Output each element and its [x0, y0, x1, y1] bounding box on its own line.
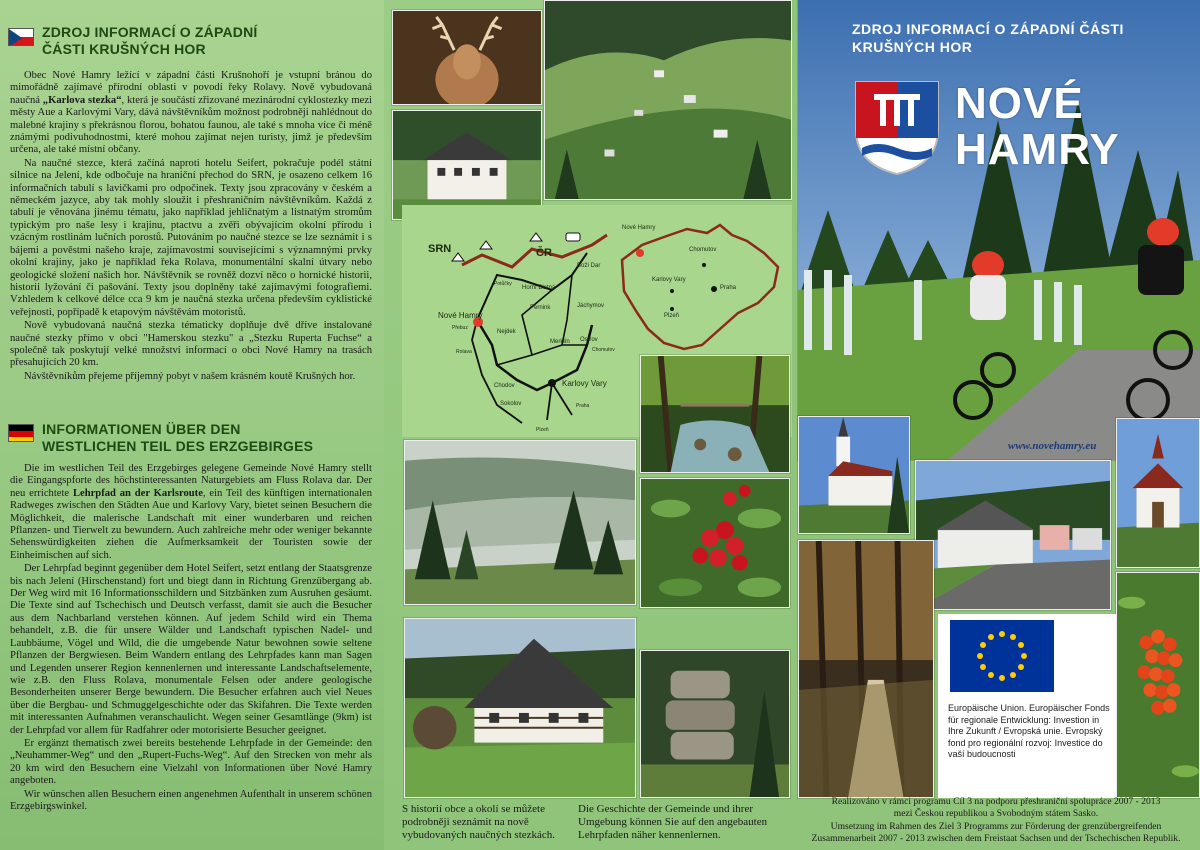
map-label-nove-hamry: Nové Hamry — [438, 311, 483, 320]
forest-stream-photo — [640, 355, 790, 473]
website-link[interactable]: www.novehamry.eu — [1008, 440, 1097, 452]
map-label-plzen: Plzeň — [536, 427, 549, 433]
cover-subtitle — [852, 20, 1152, 56]
cover-subtitle-line2: KRUŠNÝCH HOR — [852, 39, 973, 55]
rock-formation-photo — [640, 650, 790, 798]
cover-subtitle-line1: ZDROJ INFORMACÍ O ZÁPADNÍ ČÁSTI — [852, 21, 1124, 37]
caption-cz: S historií obce a okolí se můžete podrobněji seznámit na nově vybudovaných naučných stezkách. — [402, 803, 556, 841]
map-label-chodov: Chodov — [494, 383, 515, 389]
cz-paragraph-4: Návštěvníkům přejeme příjemný pobyt v našem krásném koutě Krušných hor. — [24, 370, 356, 382]
village-valley-photo — [544, 0, 792, 200]
rowan-berries-photo — [1116, 572, 1200, 798]
map-label-rotava: Rotava — [456, 349, 472, 355]
map-label-cr: ČR — [536, 247, 552, 259]
de-p1-bold: Lehrpfad an der Karlsroute — [72, 487, 203, 499]
map-label-karlovy-vary: Karlovy Vary — [562, 379, 607, 388]
de-section-heading — [42, 421, 313, 455]
map-label-nejdek: Nejdek — [497, 329, 516, 335]
chapel-photo — [1116, 418, 1200, 568]
cz-paragraph-2: Na naučné stezce, která začíná naproti hotelu Seifert, pokračuje podél státní silnice na Jelení, kde odbočuje na hraniční přechod do SRN, je osazeno celkem 16 informačních tabulí s lavičkami pro odpočinek. Texty jsou zpracovány v českém a německém jazyce, aby tak mohly sloužit i přeshraničním návštěvníkům. Každá z tabulí je věnována jinému tématu, jako například jehličnatým a listnatým stromům typickým pro naše lesy i krajinu, ptactvu a zvěři obývajícím okolní přírodu i vzácným rostlinám lučních porostů. Putováním po naučné stezce se lze seznámit i s bájemi a pověstmi našeho kraje, zajímavostmi souvisejícími s významnými prvky okolní krajiny, jako je například řeka Rolava, monumentální skalní útvary nebo geologické složení našich hor. Návštěvník se rovněž dozví něco o hornické historii, historii lyžování či pašování. Texty jsou doplněny také zajímavými fotografiemi. Vzhledem k celkové délce cca 9 km je naučná stezka určena především cyklistické veřejnosti, popřípadě k etapovým návštěvám motoristů. — [10, 157, 372, 318]
de-body-text — [10, 463, 372, 814]
de-paragraph-3: Er ergänzt thematisch zwei bereits bestehende Lehrpfade in der Gemeinde: den „Neuhammer-Weg“ und den „Rupert-Fuchs-Weg“. Auf den Strecken von mehr als 20 km wird den Besuchern eine Vielzahl von Informationen über Nové Hamry angeboten. — [10, 737, 372, 787]
church-photo — [798, 416, 910, 534]
cover-title-line2: HAMRY — [955, 125, 1120, 174]
map-label-merklin: Merklín — [550, 339, 570, 345]
inset-label-karlovy-vary: Karlovy Vary — [652, 277, 686, 283]
cz-heading-line2: ČÁSTI KRUŠNÝCH HOR — [42, 41, 206, 57]
inset-label-plzen: Plzeň — [664, 313, 680, 319]
program-footer — [800, 796, 1192, 845]
half-timbered-house-photo — [392, 110, 542, 220]
misty-forest-photo — [404, 440, 636, 605]
de-p1-text-a: Die im westlichen Teil des Erzgebirges gelegene Gemeinde Nové Hamry stellt die Eingangspforte des höchstinteressanten Naturgebiets am Fluss Rolava dar. Der neu errichtete — [10, 463, 372, 499]
map-label-horni-blatna: Horní Blatná — [522, 285, 556, 291]
de-p1-text-b: , ein Teil des künftigen internationalen Radweges zwischen den Städten Aue und Karlovy Vary, bietet seinen Besuchern die Möglichkeit, die malerische Landschaft mit einer wunderbaren und reichen Pflanzen- und Tierwelt zu bewundern. Auch zahlreiche mehr oder weniger bekannte Sehenswürdigkeiten ziehen die Aufmerksamkeit der Touristen sowie der Einheimischen auf sich. — [10, 487, 372, 561]
cz-body-text — [10, 70, 372, 384]
inset-label-nove-hamry: Nové Hamry — [622, 225, 656, 231]
map-label-prebuz: Přebuz — [452, 325, 468, 331]
eu-funding-text: Europäische Union. Europäischer Fonds für regionale Entwicklung: Investion in Ihre Zukunft / Evropská unie. Evropský fond pro regionální rozvoj: Investice do vaší budoucnosti — [948, 703, 1110, 759]
cz-p1-bold: „Karlova stezka“ — [42, 94, 122, 106]
eu-flag-icon — [950, 620, 1054, 692]
german-flag-icon — [8, 424, 34, 442]
map-label-chomutov: Chomutov — [592, 347, 615, 353]
autumn-path-photo — [798, 540, 934, 798]
inset-label-chomutov: Chomutov — [689, 247, 717, 253]
cover-title-line1: NOVÉ — [955, 79, 1084, 128]
map-label-sokolov: Sokolov — [500, 401, 522, 407]
map-label-potucky: Potůčky — [494, 281, 512, 287]
de-heading-line1: INFORMATIONEN ÜBER DEN — [42, 421, 241, 437]
cover-cyclists-photo — [798, 0, 1200, 460]
de-heading-line2: WESTLICHEN TEIL DES ERZGEBIRGES — [42, 438, 314, 454]
cz-p1-text-b: , která je součástí zřizované mezinárodní cyklostezky mezi městy Aue a Karlovými Vary, dává návštěvníkům možnost podrobněji nahlédnout do malebné krajiny s překrásnou florou, bohatou faunou, ale také s mnoha více či méně známými podivuhodnostmi, které mohou zajímat nejen turisty, jimž je především určena, ale také místní občany. — [10, 94, 372, 156]
inset-label-praha: Praha — [720, 285, 737, 291]
cottage-photo — [404, 618, 636, 798]
cz-paragraph-1 — [10, 70, 372, 157]
map-label-ostrov: Ostrov — [580, 337, 598, 343]
czech-flag-icon — [8, 28, 34, 46]
lingonberry-photo — [640, 478, 790, 608]
deer-photo — [392, 10, 542, 105]
village-street-photo — [915, 460, 1111, 610]
caption-de: Die Geschichte der Gemeinde und ihrer Umgebung können Sie auf den angebauten Lehrpfaden näher kennenlernen. — [578, 803, 768, 841]
map-label-pernink: Pernink — [530, 305, 551, 311]
de-paragraph-2: Der Lehrpfad beginnt gegenüber dem Hotel Seifert, setzt entlang der Staatsgrenze bis nach Jelení (Hirschenstand) fort und biegt dann in Richtung Grenzübergang ab. Der Weg wird mit 16 Informationsschildern und Sitzbänken zum Ausruhen gesäumt. Die Texte sind auf Tschechisch und Deutsch verfasst, damit sie auch die Besucher aus dem Nachbarland verstehen können. Auf jedem Schild wird ein Thema behandelt, z.B. die für unsere Wälder und Landschaft typischen Nadel- und Laubbäume, Vögel und Wild, die die umgebende Natur bewohnen sowie seltene Pflanzen der Bergwiesen. Beim Wandern entlang des Lehrpfades kann man Sagen und Legenden unserer Region kennenlernen und interessante Landschaftselemente, wie z.B. den Fluss Rolava, monumentale Felsen oder andere geologische Besonderheiten unserer Berge bewundern. Die Besucher erfahren auch viel Neues über die Bergbau- und Schmuggelgeschichte oder das Skifahren. Die Texte werden mit interessanten Aufnahmen veranschaulicht. Wegen seiner Gesamtlänge (9km) ist der Lehrpfad vor allem für Radfahrer oder motorisierte Besucher geeignet. — [10, 563, 372, 736]
cz-heading-line1: ZDROJ INFORMACÍ O ZÁPADNÍ — [42, 24, 258, 40]
footer-line-2: mezi Českou republikou a Svobodným státem Sasko. — [893, 808, 1099, 820]
de-paragraph-4: Wir wünschen allen Besuchern einen angenehmen Aufenthalt in unserem schönen Erzgebirgswinkel. — [10, 788, 372, 812]
map-label-srn: SRN — [428, 243, 452, 255]
coat-of-arms-logo — [852, 78, 942, 178]
cz-section-heading — [42, 24, 258, 58]
footer-line-3: Umsetzung im Rahmen des Ziel 3 Programms zur Förderung der grenzübergreifenden Zusammenarbeit 2007 - 2013 zwischen dem Freistaat Sachsen und der Tschechischen Republik. — [811, 820, 1181, 844]
de-paragraph-1 — [10, 463, 372, 562]
map-label-bozi-dar: Boží Dar — [577, 263, 601, 269]
cz-paragraph-3: Nově vybudovaná naučná stezka tématicky doplňuje dvě dříve instalované naučné stezky přímo v obci "Hamerskou stezku" a „Stezku Ruperta Fuchse“ a společně tak poskytují velké množství informací o obci Nové Hamry na trasách přesahujících 20 km. — [10, 320, 372, 369]
footer-line-1: Realizováno v rámci programu Cíl 3 na podporu přeshraniční spolupráce 2007 - 2013 — [831, 796, 1161, 807]
map-label-jachymov: Jáchymov — [577, 303, 605, 309]
map-label-praha: Praha — [576, 403, 590, 409]
cz-p1-text-a: Obec Nové Hamry ležící v západní části Krušnohoří je vstupní bránou do mimořádně zajímavé přírodní oblasti v povodí řeky Rolavy. Nově vybudovaná naučná — [10, 70, 372, 106]
